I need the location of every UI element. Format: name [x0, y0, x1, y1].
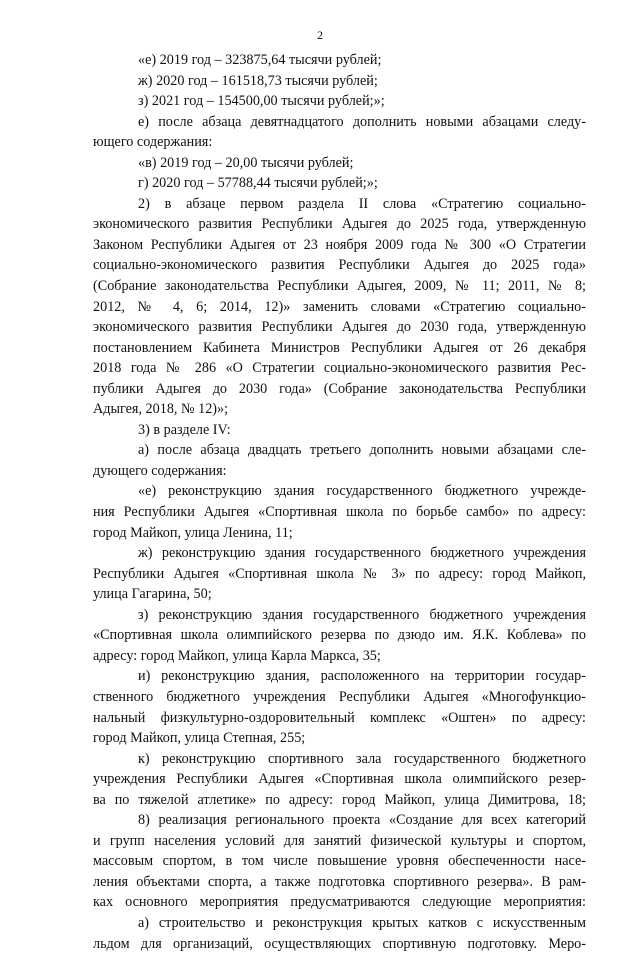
text-line: з) 2021 год – 154500,00 тысячи рублей;»; [138, 93, 385, 110]
text-line: нальный физкультурно-оздоровительный комплекс «Оштен» по адресу: [93, 709, 586, 726]
text-line: з) реконструкцию здания государственного бюджетного учреждения [138, 606, 586, 623]
text-line: и) реконструкцию здания, расположенного на территории государ- [138, 668, 586, 685]
text-line: 2018 года № 286 «О Стратегии социально-экономического развития Рес- [93, 360, 586, 377]
text-line: Адыгея, 2018, № 12)»; [93, 401, 229, 418]
text-line: г) 2020 год – 57788,44 тысячи рублей;»; [138, 175, 378, 192]
text-line: 8) реализация регионального проекта «Создание для всех категорий [138, 812, 586, 829]
text-line: дующего содержания: [93, 462, 227, 479]
text-line: Республики Адыгея «Спортивная школа № 3» по адресу: город Майкоп, [93, 565, 586, 582]
text-line: 2012, № 4, 6; 2014, 12)» заменить словами «Стратегию социально- [93, 298, 586, 315]
text-line: ж) 2020 год – 161518,73 тысячи рублей; [138, 72, 378, 89]
text-line: постановлением Кабинета Министров Республики Адыгея от 26 декабря [93, 339, 586, 356]
text-line: социально-экономического развития Республики Адыгея до 2025 года» [93, 257, 586, 274]
text-line: адресу: город Майкоп, улица Карла Маркса, 35; [93, 647, 381, 664]
text-line: к) реконструкцию спортивного зала государственного бюджетного [138, 750, 586, 767]
text-line: город Майкоп, улица Ленина, 11; [93, 524, 293, 541]
text-line: ва по тяжелой атлетике» по адресу: город Майкоп, улица Димитрова, 18; [93, 791, 586, 808]
page-number: 2 [317, 28, 323, 42]
text-line: (Собрание законодательства Республики Адыгея, 2009, № 11; 2011, № 8; [93, 278, 586, 295]
text-line: ж) реконструкцию здания государственного бюджетного учреждения [138, 545, 586, 562]
text-line: публики Адыгея до 2030 года» (Собрание законодательства Республики [93, 380, 586, 397]
text-line: Законом Республики Адыгея от 23 ноября 2009 года № 300 «О Стратегии [93, 236, 586, 253]
text-line: и групп населения условий для занятий физической культуры и спортом, [93, 832, 586, 849]
text-line: экономического развития Республики Адыгея до 2025 года, утвержденную [93, 216, 586, 233]
text-line: «е) реконструкцию здания государственного бюджетного учрежде- [138, 483, 586, 500]
text-line: а) строительство и реконструкция крытых катков с искусственным [138, 914, 586, 931]
text-line: массовым спортом, в том числе повышение уровня обеспеченности насе- [93, 853, 586, 870]
text-line: учреждения Республики Адыгея «Спортивная школа олимпийского резер- [93, 771, 586, 788]
text-line: а) после абзаца двадцать третьего дополнить новыми абзацами сле- [138, 442, 586, 459]
document-body [93, 50, 586, 954]
text-line: ственного бюджетного учреждения Республики Адыгея «Многофункцио- [93, 688, 586, 705]
text-line: 2) в абзаце первом раздела II слова «Стратегию социально- [138, 195, 586, 212]
text-line: экономического развития Республики Адыгея до 2030 года, утвержденную [93, 319, 586, 336]
text-line: 3) в разделе IV: [138, 421, 231, 438]
text-line: «е) 2019 год – 323875,64 тысячи рублей; [138, 52, 382, 68]
text-line: «Спортивная школа олимпийского резерва по дзюдо им. Я.К. Коблева» по [93, 627, 586, 644]
text-line: улица Гагарина, 50; [93, 586, 212, 603]
text-line: е) после абзаца девятнадцатого дополнить новыми абзацами следу- [138, 113, 586, 130]
text-line: город Майкоп, улица Степная, 255; [93, 730, 306, 747]
text-line: ющего содержания: [93, 134, 213, 151]
text-line: льдом для организаций, осуществляющих спортивную подготовку. Меро- [93, 935, 586, 952]
text-line: ках основного мероприятия предусматриваются следующие мероприятия: [93, 894, 586, 911]
text-line: ления объектами спорта, а также подготовка спортивного резерва». В рам- [93, 873, 586, 890]
text-line: «в) 2019 год – 20,00 тысячи рублей; [138, 154, 354, 171]
text-line: ния Республики Адыгея «Спортивная школа по борьбе самбо» по адресу: [93, 504, 586, 521]
